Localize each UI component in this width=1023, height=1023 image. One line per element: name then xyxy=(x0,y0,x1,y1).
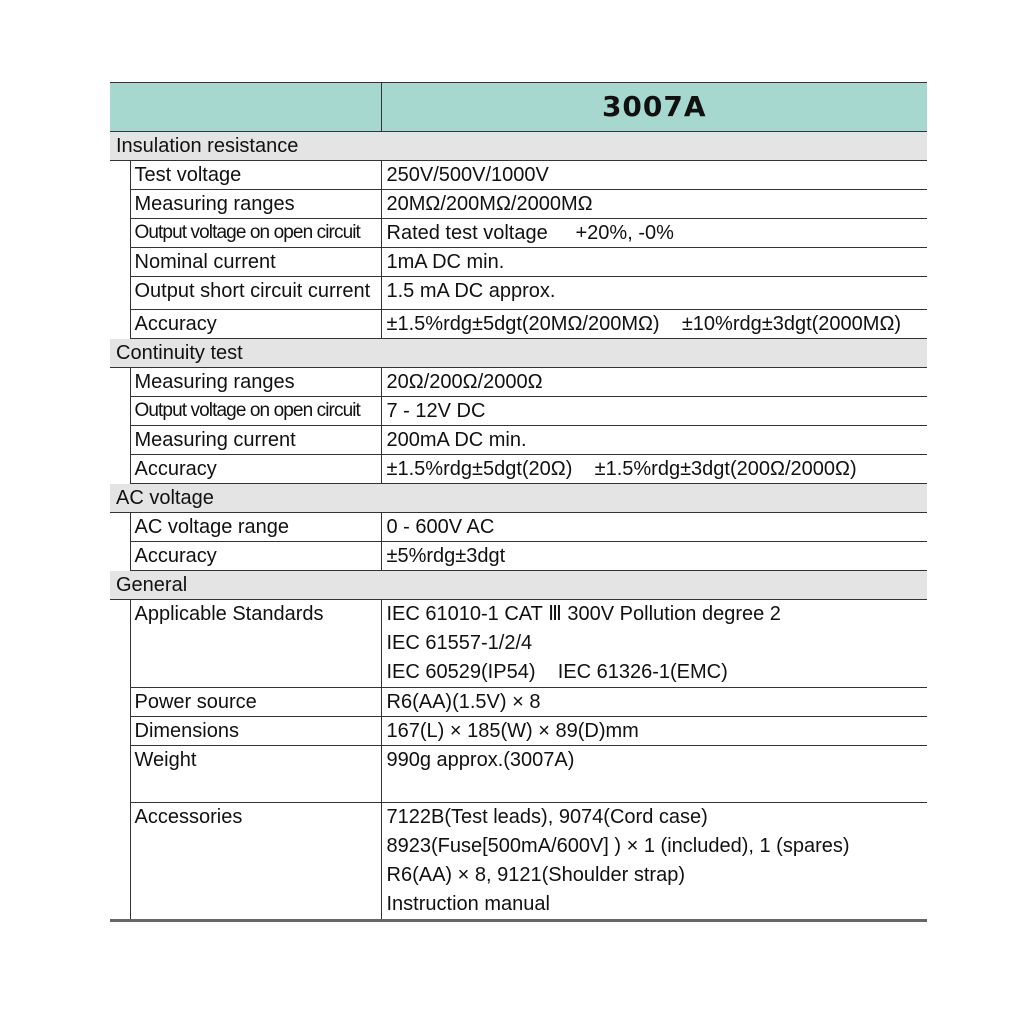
spec-value-line: 990g approx.(3007A) xyxy=(386,749,575,771)
spec-label: Output voltage on open circuit xyxy=(130,397,381,426)
spec-label: Accessories xyxy=(130,803,381,921)
spec-row-applicable-standards xyxy=(110,600,927,688)
header-row xyxy=(110,83,927,132)
spec-row-output-voltage-on-open-circuit xyxy=(110,397,927,426)
spec-value-line: Rated test voltage +20%, -0% xyxy=(386,222,674,244)
section-title: General xyxy=(110,571,927,600)
spec-label: Measuring current xyxy=(130,426,381,455)
spec-label: Test voltage xyxy=(130,161,381,190)
spec-row-test-voltage xyxy=(110,161,927,190)
spec-row-accessories xyxy=(110,803,927,921)
spec-value-line: R6(AA)(1.5V) × 8 xyxy=(386,691,541,713)
spec-value-line: IEC 61010-1 CAT Ⅲ 300V Pollution degree 2 xyxy=(386,603,781,625)
spec-value-line: IEC 61557-1/2/4 xyxy=(386,632,533,654)
indent-cell xyxy=(110,310,130,339)
spec-row-weight xyxy=(110,746,927,803)
spec-value xyxy=(381,310,927,339)
spec-value xyxy=(381,219,927,248)
spec-row-output-voltage-on-open-circuit xyxy=(110,219,927,248)
spec-value-line: 200mA DC min. xyxy=(386,429,527,451)
section-header-continuity-test xyxy=(110,339,927,368)
spec-table xyxy=(110,82,927,922)
indent-cell xyxy=(110,688,130,717)
spec-value xyxy=(381,368,927,397)
section-header-insulation-resistance xyxy=(110,132,927,161)
spec-value xyxy=(381,688,927,717)
indent-cell xyxy=(110,190,130,219)
spec-label: Nominal current xyxy=(130,248,381,277)
spec-value xyxy=(381,542,927,571)
spec-value-line: 1mA DC min. xyxy=(386,251,505,273)
spec-label: Weight xyxy=(130,746,381,803)
spec-value xyxy=(381,746,927,803)
spec-value-line: IEC 60529(IP54) IEC 61326-1(EMC) xyxy=(386,661,728,683)
indent-cell xyxy=(110,513,130,542)
spec-value-line: ±1.5%rdg±5dgt(20MΩ/200MΩ) ±10%rdg±3dgt(2000MΩ) xyxy=(386,313,902,335)
spec-row-accuracy xyxy=(110,542,927,571)
spec-label: Measuring ranges xyxy=(130,190,381,219)
spec-row-measuring-ranges xyxy=(110,190,927,219)
spec-value-line: ±5%rdg±3dgt xyxy=(386,545,506,567)
spec-label: Measuring ranges xyxy=(130,368,381,397)
spec-row-nominal-current xyxy=(110,248,927,277)
spec-label: Output voltage on open circuit xyxy=(130,219,381,248)
spec-value xyxy=(381,161,927,190)
spec-value xyxy=(381,455,927,484)
spec-row-accuracy xyxy=(110,310,927,339)
spec-value xyxy=(381,426,927,455)
spec-value xyxy=(381,717,927,746)
indent-cell xyxy=(110,219,130,248)
spec-value xyxy=(381,803,927,921)
section-title: Continuity test xyxy=(110,339,927,368)
spec-value xyxy=(381,513,927,542)
spec-row-dimensions xyxy=(110,717,927,746)
spec-row-measuring-ranges xyxy=(110,368,927,397)
indent-cell xyxy=(110,368,130,397)
spec-value xyxy=(381,277,927,310)
spec-row-measuring-current xyxy=(110,426,927,455)
section-title: Insulation resistance xyxy=(110,132,927,161)
spec-value-line: 7122B(Test leads), 9074(Cord case) xyxy=(386,806,708,828)
indent-cell xyxy=(110,397,130,426)
spec-value-line: 20MΩ/200MΩ/2000MΩ xyxy=(386,193,593,215)
section-header-ac-voltage xyxy=(110,484,927,513)
indent-cell xyxy=(110,248,130,277)
section-header-general xyxy=(110,571,927,600)
spec-label: AC voltage range xyxy=(130,513,381,542)
indent-cell xyxy=(110,277,130,310)
spec-value xyxy=(381,248,927,277)
spec-label: Dimensions xyxy=(130,717,381,746)
indent-cell xyxy=(110,803,130,921)
spec-label: Applicable Standards xyxy=(130,600,381,688)
spec-label: Accuracy xyxy=(130,455,381,484)
spec-row-power-source xyxy=(110,688,927,717)
header-blank-cell xyxy=(110,83,381,132)
spec-value-line: 1.5 mA DC approx. xyxy=(386,280,556,302)
indent-cell xyxy=(110,717,130,746)
spec-value-line: 20Ω/200Ω/2000Ω xyxy=(386,371,543,393)
spec-value-line: 250V/500V/1000V xyxy=(386,164,549,186)
indent-cell xyxy=(110,426,130,455)
spec-value-line xyxy=(387,774,928,802)
indent-cell xyxy=(110,161,130,190)
spec-sheet xyxy=(110,82,927,922)
model-name: 3007A xyxy=(381,83,927,132)
indent-cell xyxy=(110,542,130,571)
section-title: AC voltage xyxy=(110,484,927,513)
spec-value-line: Instruction manual xyxy=(386,893,550,915)
spec-value-line: 7 - 12V DC xyxy=(386,400,486,422)
indent-cell xyxy=(110,600,130,688)
spec-value xyxy=(381,190,927,219)
spec-row-accuracy xyxy=(110,455,927,484)
spec-label: Accuracy xyxy=(130,310,381,339)
spec-value-line: 167(L) × 185(W) × 89(D)mm xyxy=(386,720,639,742)
indent-cell xyxy=(110,455,130,484)
spec-value-line: ±1.5%rdg±5dgt(20Ω) ±1.5%rdg±3dgt(200Ω/2000Ω) xyxy=(386,458,857,480)
spec-value-line: R6(AA) × 8, 9121(Shoulder strap) xyxy=(386,864,685,886)
indent-cell xyxy=(110,746,130,803)
spec-label: Output short circuit current xyxy=(130,277,381,310)
spec-row-output-short-circuit-current xyxy=(110,277,927,310)
spec-label: Accuracy xyxy=(130,542,381,571)
spec-value-line: 8923(Fuse[500mA/600V] ) × 1 (included), 1 (spares) xyxy=(386,835,850,857)
spec-row-ac-voltage-range xyxy=(110,513,927,542)
spec-value xyxy=(381,397,927,426)
spec-value-line: 0 - 600V AC xyxy=(386,516,495,538)
spec-label: Power source xyxy=(130,688,381,717)
spec-value xyxy=(381,600,927,688)
